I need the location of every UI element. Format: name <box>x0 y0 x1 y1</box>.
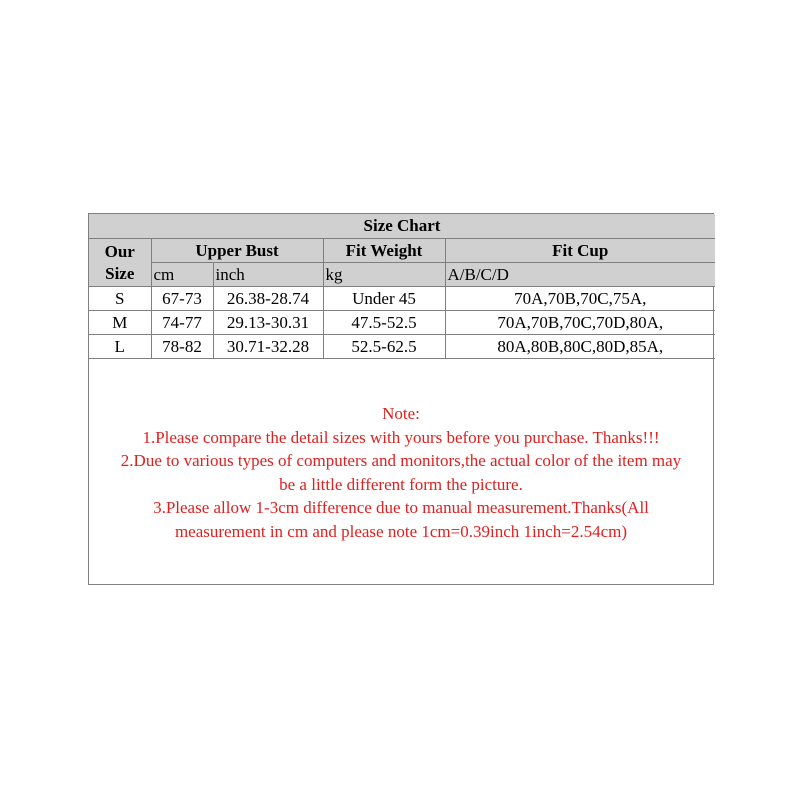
fit-cup-header: Fit Cup <box>445 239 715 263</box>
size-chart <box>88 213 714 585</box>
header-row <box>89 239 715 263</box>
inch-cell: 30.71-32.28 <box>213 335 323 359</box>
inch-cell: 26.38-28.74 <box>213 287 323 311</box>
unit-cm: cm <box>151 263 213 287</box>
inch-cell: 29.13-30.31 <box>213 311 323 335</box>
table-row <box>89 287 715 311</box>
unit-kg: kg <box>323 263 445 287</box>
cm-cell: 78-82 <box>151 335 213 359</box>
cup-cell: 80A,80B,80C,80D,85A, <box>445 335 715 359</box>
cup-cell: 70A,70B,70C,70D,80A, <box>445 311 715 335</box>
kg-cell: 47.5-52.5 <box>323 311 445 335</box>
table-row <box>89 335 715 359</box>
note-line-1: 1.Please compare the detail sizes with yours before you purchase. Thanks!!! <box>142 427 660 447</box>
table-title-row <box>89 214 715 239</box>
size-cell: S <box>89 287 151 311</box>
our-size-line1: Our <box>104 241 135 261</box>
note-line-2a: 2.Due to various types of computers and monitors,the actual color of the item may <box>120 451 682 470</box>
table-row <box>89 311 715 335</box>
size-cell: M <box>89 311 151 335</box>
cm-cell: 67-73 <box>151 287 213 311</box>
units-row <box>89 263 715 287</box>
unit-inch: inch <box>213 263 323 287</box>
kg-cell: 52.5-62.5 <box>323 335 445 359</box>
size-cell: L <box>89 335 151 359</box>
notes-block <box>89 402 713 543</box>
upper-bust-header: Upper Bust <box>151 239 323 263</box>
our-size-header <box>89 239 151 287</box>
unit-cup: A/B/C/D <box>445 263 715 287</box>
our-size-line2: Size <box>105 263 135 283</box>
note-heading: Note: <box>382 404 420 423</box>
cm-cell: 74-77 <box>151 311 213 335</box>
fit-weight-header: Fit Weight <box>323 239 445 263</box>
note-line-3b: measurement in cm and please note 1cm=0.39inch 1inch=2.54cm) <box>174 521 628 541</box>
note-line-2b: be a little different form the picture. <box>279 474 523 494</box>
kg-cell: Under 45 <box>323 287 445 311</box>
size-table <box>89 214 715 359</box>
table-title: Size Chart <box>89 214 715 239</box>
note-line-3a: 3.Please allow 1-3cm difference due to manual measurement.Thanks(All <box>153 498 649 517</box>
cup-cell: 70A,70B,70C,75A, <box>445 287 715 311</box>
